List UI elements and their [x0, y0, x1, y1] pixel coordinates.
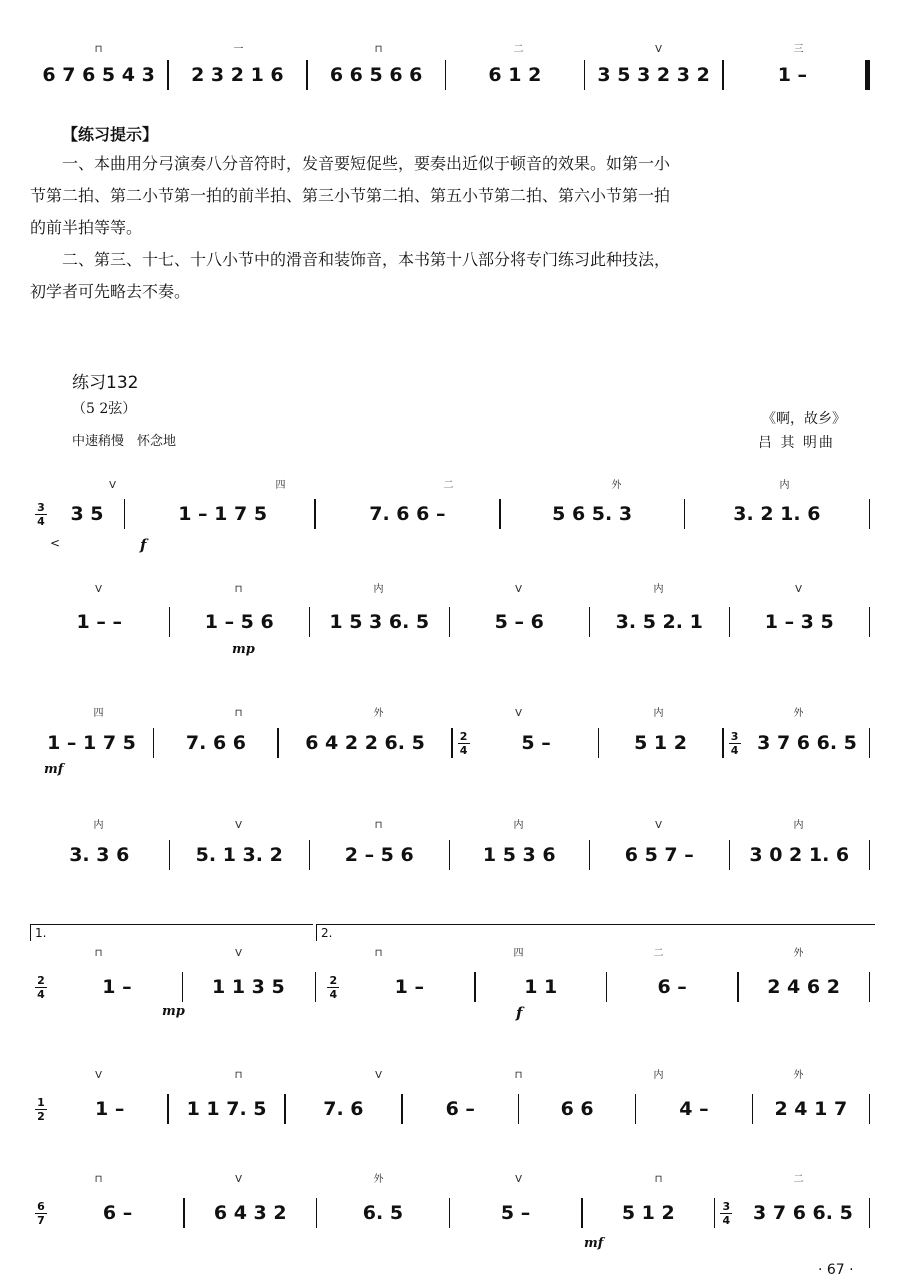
- dynamic-f-2: f: [516, 1004, 523, 1022]
- measure: 3 7 6 6. 5: [753, 1202, 853, 1224]
- dynamic-mp: mp: [232, 642, 255, 657]
- staff-2: [30, 605, 870, 639]
- top-staff-marks: ⊓ 一 ⊓ 二 V 三: [94, 44, 807, 55]
- measure: 1 – 5 6: [204, 611, 274, 633]
- staff-3-marks: 四 ⊓ 外 V 内 外: [93, 708, 807, 719]
- measure: 3. 5 2. 1: [615, 611, 703, 633]
- measure: 6 6 5 6 6: [329, 64, 423, 86]
- tip-2-line-2: 初学者可先略去不奏。: [30, 282, 191, 301]
- measure: 6 7 6 5 4 3: [42, 64, 155, 86]
- staff-5-marks: ⊓ V ⊓ 四 二 外: [94, 948, 807, 959]
- measure: 1 –: [102, 976, 132, 998]
- staff-5: [30, 970, 870, 1004]
- measure: 1 – –: [76, 611, 122, 633]
- dynamic-mp-2: mp: [162, 1004, 185, 1019]
- measure: 5 – 6: [494, 611, 544, 633]
- staff-3: [30, 726, 870, 760]
- exercise-tempo: 中速稍慢 怀念地: [72, 434, 177, 449]
- measure: 2 4 6 2: [767, 976, 840, 998]
- composer: 吕 其 明曲: [758, 435, 835, 451]
- tips-heading: 【练习提示】: [62, 125, 159, 144]
- measure: 5. 1 3. 2: [195, 844, 283, 866]
- time-signature: 6 7: [30, 1201, 52, 1226]
- staff-4-marks: 内 V ⊓ 内 V 内: [93, 820, 807, 831]
- staff-2-marks: V ⊓ 内 V 内 V: [95, 584, 805, 595]
- exercise-tuning: （5 2弦）: [72, 401, 137, 417]
- measure: 2 4 1 7: [774, 1098, 848, 1120]
- pickup-measure: 3 5: [70, 503, 104, 525]
- staff-6-marks: V ⊓ V ⊓ 内 外: [95, 1070, 807, 1081]
- measure: 6 –: [102, 1202, 133, 1224]
- dynamic-f: f: [140, 536, 147, 554]
- measure: 1 – 1 7 5: [47, 732, 136, 754]
- measure: 3. 2 1. 6: [733, 503, 821, 525]
- measure: 6 –: [445, 1098, 475, 1120]
- measure: 1 – 1 7 5: [178, 503, 268, 525]
- measure: 1 –: [777, 64, 808, 86]
- measure: 1 1 7. 5: [186, 1098, 267, 1120]
- measure: 6 1 2: [488, 64, 542, 86]
- measure: 7. 6: [323, 1098, 364, 1120]
- tip-1-line-2: 节第二拍、第二小节第一拍的前半拍、第三小节第二拍、第五小节第二拍、第六小节第一拍: [30, 186, 671, 205]
- top-staff: [30, 58, 870, 92]
- measure: 1 5 3 6: [482, 844, 556, 866]
- time-signature: 3 4: [30, 502, 52, 527]
- measure: 4 –: [679, 1098, 709, 1120]
- measure: 6 4 2 2 6. 5: [305, 732, 425, 754]
- measure: 7. 6 6 –: [369, 503, 446, 525]
- measure: 6. 5: [362, 1202, 404, 1224]
- exercise-title: 练习132: [72, 373, 139, 393]
- measure: 1 1 3 5: [212, 976, 285, 998]
- measure: 1 – 3 5: [764, 611, 834, 633]
- measure: 3. 3 6: [69, 844, 130, 866]
- measure: 3 5 3 2 3 2: [597, 64, 710, 86]
- dynamic-mf-2: mf: [584, 1236, 604, 1251]
- staff-4: [30, 838, 870, 872]
- measure: 3 0 2 1. 6: [749, 844, 850, 866]
- measure: 6 –: [657, 976, 687, 998]
- time-signature: 2 4: [322, 975, 344, 1000]
- time-signature: 2 4: [30, 975, 52, 1000]
- staff-1-marks: V 四 二 外 内: [109, 480, 793, 491]
- crescendo-mark: <: [50, 536, 60, 550]
- measure: 5 –: [500, 1202, 531, 1224]
- measure: 5 1 2: [621, 1202, 675, 1224]
- volta-second: 2.: [316, 924, 875, 941]
- time-signature: 3 4: [715, 1201, 737, 1226]
- dynamic-mf: mf: [44, 762, 64, 777]
- tip-1-line-3: 的前半拍等等。: [30, 218, 143, 237]
- measure: 5 –: [521, 732, 551, 754]
- measure: 1 –: [95, 1098, 125, 1120]
- measure: 1 1: [524, 976, 558, 998]
- measure: 2 – 5 6: [344, 844, 414, 866]
- measure: 5 6 5. 3: [552, 503, 633, 525]
- measure: 5 1 2: [634, 732, 687, 754]
- measure: 7. 6 6: [185, 732, 246, 754]
- tip-1-line-1: 一、本曲用分弓演奏八分音符时，发音要短促些，要奏出近似于顿音的效果。如第一小: [62, 154, 671, 173]
- measure: 2 3 2 1 6: [191, 64, 284, 86]
- measure: 1 5 3 6. 5: [329, 611, 430, 633]
- measure: 6 5 7 –: [624, 844, 694, 866]
- measure: 1 –: [394, 976, 424, 998]
- page-number: · 67 ·: [818, 1262, 854, 1278]
- piece-title: 《啊，故乡》: [762, 411, 846, 427]
- time-signature: 1 2: [30, 1097, 52, 1122]
- staff-7-marks: ⊓ V 外 V ⊓ 二: [94, 1174, 807, 1185]
- measure: 3 7 6 6. 5: [757, 732, 857, 754]
- measure: 6 4 3 2: [213, 1202, 287, 1224]
- volta-first: 1.: [30, 924, 313, 941]
- tips-body: [30, 148, 875, 308]
- tip-2-line-1: 二、第三、十七、十八小节中的滑音和装饰音，本书第十八部分将专门练习此种技法，: [62, 250, 671, 269]
- measure: 6 6: [560, 1098, 594, 1120]
- staff-1: [30, 497, 870, 531]
- time-signature: 2 4: [453, 731, 475, 756]
- staff-7: [30, 1196, 870, 1230]
- staff-6: [30, 1092, 870, 1126]
- time-signature: 3 4: [724, 731, 746, 756]
